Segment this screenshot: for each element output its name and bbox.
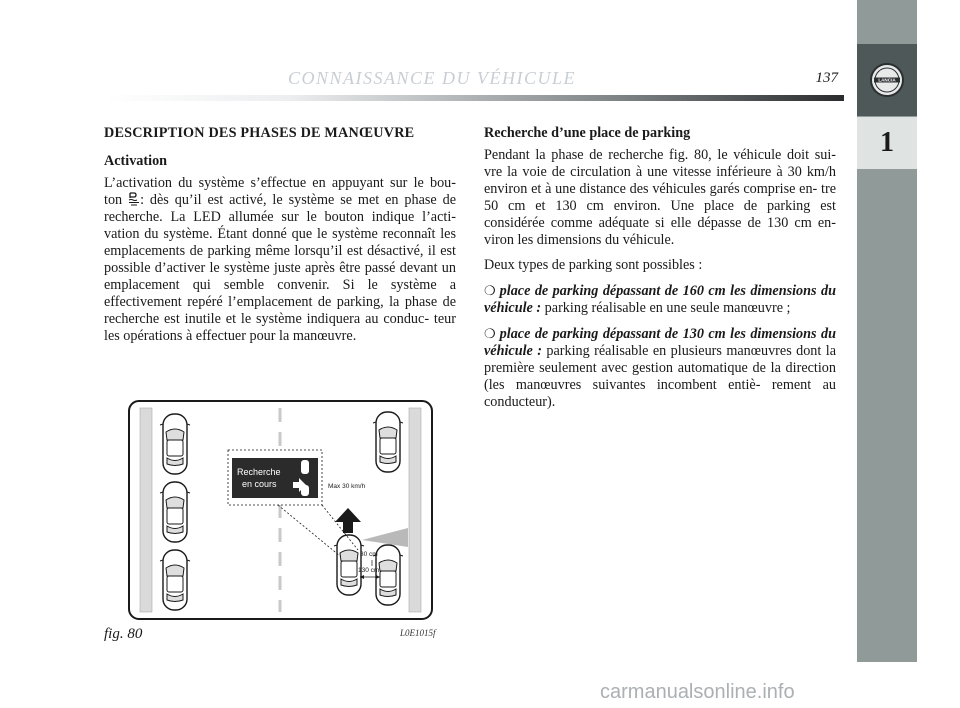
parked-car	[160, 414, 190, 474]
parking-search-illustration	[128, 400, 433, 620]
search-title: Recherche d’une place de parking	[484, 125, 691, 141]
display-text-line2: en cours	[242, 479, 277, 489]
bullet-lead: place de parking dépassant de 130 cm les dimensions du véhicule :	[484, 326, 836, 359]
chapter-number: 1	[857, 117, 917, 169]
bullet-circle-icon: ❍	[484, 326, 496, 341]
bullet-item	[484, 325, 836, 411]
parked-car	[373, 412, 403, 472]
search-paragraph: Pendant la phase de recherche fig. 80, le véhicule doit sui- vre la voie de circulation à une vitesse inférieure à 30 km/h environ et à une distance des véhicules garés comprise en- tre 50 cm et 130 cm environ. Une place de parking est considérée comme adéquate si elle dépasse de 130 cm en- viron les dimensions du véhicule.	[484, 147, 836, 248]
activation-paragraph	[104, 175, 456, 345]
figure-caption: fig. 80	[104, 626, 143, 642]
searching-car	[334, 535, 364, 595]
parked-car	[160, 482, 190, 542]
logo-text: LANCIA	[878, 77, 896, 83]
running-header-title: CONNAISSANCE DU VÉHICULE	[288, 68, 576, 88]
bullet-rest: parking réalisable en plusieurs manœuvres dont la première seulement avec gestion automatique de la direction (les manœuvres suivantes incombent entiè- rement au conducteur).	[484, 343, 836, 410]
distance-label-30: 30 cm	[360, 551, 378, 558]
park-assist-icon	[128, 192, 140, 206]
bullet-circle-icon: ❍	[484, 283, 496, 298]
display-car-icon	[301, 485, 309, 496]
figure-code: L0E1015f	[400, 628, 436, 638]
speed-label: Max 30 km/h	[328, 483, 366, 490]
right-column	[484, 125, 836, 419]
section-title: DESCRIPTION DES PHASES DE MANŒUVRE	[104, 125, 415, 141]
page-number: 137	[815, 70, 838, 86]
parked-car	[160, 550, 190, 610]
activation-text-a: L’activation du système s’effectue en appuyant sur le bou- ton	[104, 175, 456, 208]
lancia-shield-icon	[869, 62, 905, 98]
activation-title: Activation	[104, 153, 168, 169]
types-intro: Deux types de parking sont possibles :	[484, 257, 703, 273]
watermark: carmanualsonline.info	[600, 681, 795, 703]
right-curb	[409, 408, 421, 612]
bullet-rest: parking réalisable en une seule manœuvre ;	[541, 300, 791, 316]
display-car-icon	[301, 460, 309, 474]
left-curb	[140, 408, 152, 612]
header-rule	[104, 95, 844, 101]
distance-label-130: 130 cm	[358, 567, 380, 574]
activation-text-b: : dès qu’il est activé, le système se met en phase de recherche. La LED allumée sur le bouton indique l’acti- vation du système. Étant donné que le système reconnaît les emplacements de parking même lorsqu’il est désactivé, il est possible d’activer le système juste après être passé devant un emplacement qui semble convenir. Si le système a effectivement repéré l’emplacement de parking, la phase de recherche est inutile et le système indiquera au conduc- teur les opérations à effectuer pour la manœuvre.	[104, 192, 457, 344]
bullet-lead: place de parking dépassant de 160 cm les dimensions du véhicule :	[484, 283, 836, 316]
bullet-item	[484, 282, 836, 317]
display-text-line1: Recherche	[237, 467, 281, 477]
left-column	[104, 125, 456, 353]
